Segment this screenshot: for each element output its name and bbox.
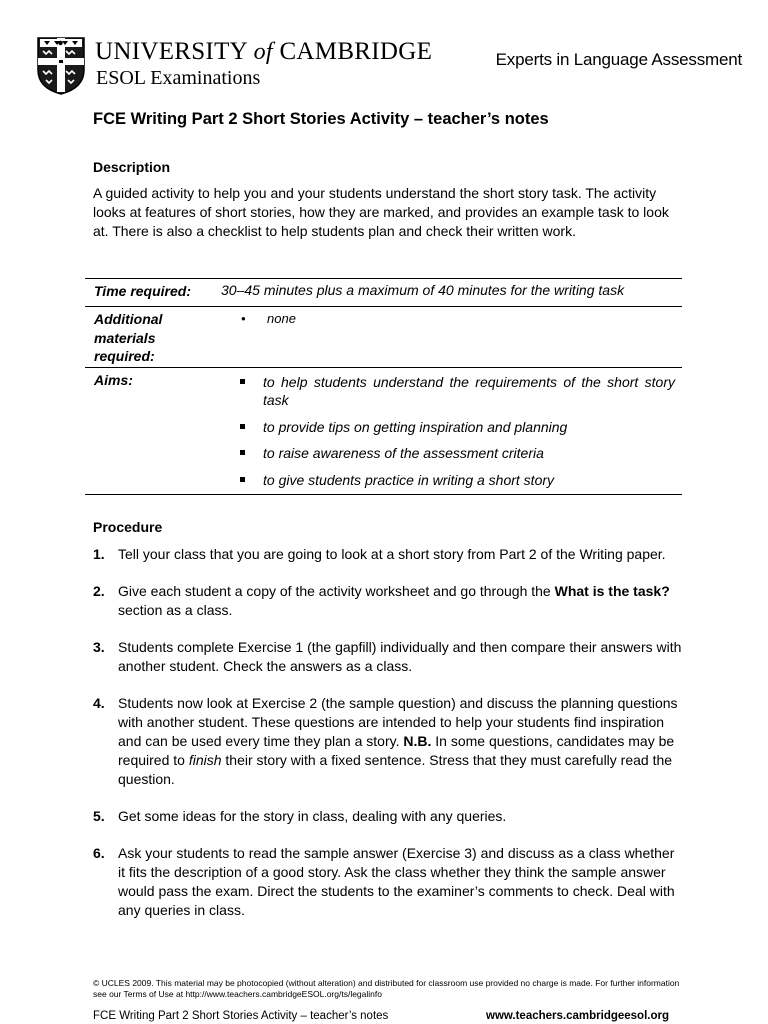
procedure-list (93, 545, 683, 938)
aims-list (235, 373, 675, 497)
materials-item: none (267, 311, 296, 326)
cambridge-crest-icon (36, 36, 86, 96)
time-required-value: 30–45 minutes plus a maximum of 40 minutes for the writing task (221, 282, 625, 298)
footer-website-link[interactable]: www.teachers.cambridgeesol.org (486, 1010, 669, 1022)
time-required-row (85, 279, 682, 307)
procedure-step: 6. Ask your students to read the sample answer (Exercise 3) and discuss as a class whether it fits the description of a good story. Ask the class whether they think the sample answer would pass the exam. Direct the students to the examiner’s comments to check. Deal with any queries in class. (93, 844, 675, 919)
copyright-notice: © UCLES 2009. This material may be photocopied (without alteration) and distributed for classroom use provided no charge is made. For further information see our Terms of Use at http://www.teachers.cambridgeESOL.org/ts/legalinfo (93, 978, 680, 999)
step-number: 6. (93, 844, 105, 861)
procedure-step: 4. Students now look at Exercise 2 (the sample question) and discuss the planning questions with another student. These questions are intended to help your students find inspiration and can be used every time they plan a story. N.B. In some questions, candidates may be required to finish their story with a fixed sentence. Stress that they must carefully read the question. (93, 694, 678, 788)
procedure-step: 5. Get some ideas for the story in class, dealing with any queries. (93, 807, 683, 826)
aims-label: Aims: (94, 372, 133, 388)
step-number: 5. (93, 808, 105, 825)
aim-item: to provide tips on getting inspiration and planning (235, 418, 675, 436)
step-number: 2. (93, 582, 105, 599)
aim-item: to help students understand the requirements of the short story task (235, 373, 675, 409)
tagline: Experts in Language Assessment (495, 50, 742, 69)
procedure-heading: Procedure (93, 519, 163, 535)
step-number: 3. (93, 638, 105, 655)
aim-item: to give students practice in writing a short story (235, 471, 675, 489)
description-text: A guided activity to help you and your students understand the short story task. The activity looks at features of short stories, how they are marked, and provides an example task to look at. There is also a checklist to help students plan and check their written work. (93, 185, 669, 240)
aim-item: to raise awareness of the assessment criteria (235, 444, 675, 462)
university-name: UNIVERSITY of CAMBRIDGE (95, 38, 433, 65)
document-title: FCE Writing Part 2 Short Stories Activity – teacher’s notes (93, 110, 549, 128)
bullet-icon: • (241, 311, 246, 326)
procedure-step: 2. Give each student a copy of the activity worksheet and go through the What is the task? section as a class. (93, 582, 670, 618)
page-header (36, 36, 748, 98)
description-heading: Description (93, 159, 171, 175)
square-bullet-icon (240, 477, 245, 482)
step-number: 4. (93, 694, 105, 711)
materials-label: Additional materials required: (94, 311, 163, 364)
procedure-step: 1. Tell your class that you are going to look at a short story from Part 2 of the Writing paper. (93, 545, 683, 564)
procedure-step: 3. Students complete Exercise 1 (the gapfill) individually and then compare their answers with another student. Check the answers as a class. (93, 638, 682, 674)
aims-row (85, 368, 682, 494)
time-required-label: Time required: (94, 283, 191, 299)
footer-title: FCE Writing Part 2 Short Stories Activity – teacher’s notes (93, 1010, 389, 1022)
square-bullet-icon (240, 424, 245, 429)
materials-row (85, 307, 682, 368)
square-bullet-icon (240, 450, 245, 455)
square-bullet-icon (240, 379, 245, 384)
info-table (85, 278, 682, 495)
esol-examinations-name: ESOL Examinations (96, 67, 261, 89)
step-number: 1. (93, 546, 105, 562)
